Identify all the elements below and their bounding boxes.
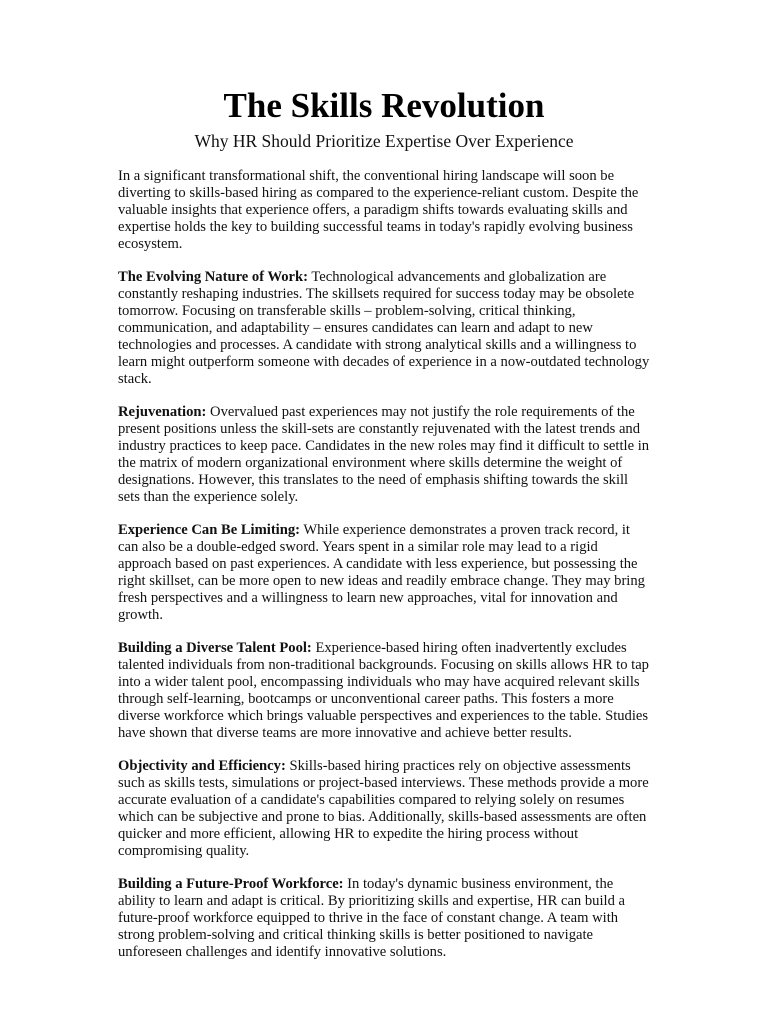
section-future-proof-workforce xyxy=(118,876,650,961)
section-heading: Building a Future-Proof Workforce: xyxy=(118,876,344,893)
section-evolving-nature-of-work xyxy=(118,269,650,387)
section-body: Overvalued past experiences may not justify the role requirements of the present positions unless the skill-sets are constantly rejuvenated with the latest trends and industry practices to keep pace. Candidates in the new roles may find it difficult to settle in the matrix of modern organizational environment where skills determine the weight of designations. However, this translates to the need of emphasis shifting towards the skill sets than the experience solely. xyxy=(118,404,650,505)
section-heading: Experience Can Be Limiting: xyxy=(118,522,301,539)
section-body: While experience demonstrates a proven track record, it can also be a double-edged sword. Years spent in a similar role may lead to a rigid approach based on past experiences. A candidate with less experience, but possessing the right skillset, can be more open to new ideas and readily embrace change. They may bring fresh perspectives and a willingness to learn new approaches, vital for innovation and growth. xyxy=(118,522,645,623)
intro-paragraph: In a significant transformational shift, the conventional hiring landscape will soon be diverting to skills-based hiring as compared to the experience-reliant custom. Despite the valuable insights that experience offers, a paradigm shifts towards evaluating skills and expertise holds the key to building successful teams in today's rapidly evolving business ecosystem. xyxy=(118,168,639,252)
section-body: Experience-based hiring often inadvertently excludes talented individuals from non-traditional backgrounds. Focusing on skills allows HR to tap into a wider talent pool, encompassing individuals who may have acquired relevant skills through self-learning, bootcamps or unconventional career paths. This fosters a more diverse workforce which brings valuable perspectives and experiences to the table. Studies have shown that diverse teams are more innovative and achieve better results. xyxy=(118,640,649,741)
page-title: The Skills Revolution xyxy=(223,86,545,125)
section-heading: Objectivity and Efficiency: xyxy=(118,758,286,775)
section-rejuvenation xyxy=(118,404,650,505)
section-body: Technological advancements and globalization are constantly reshaping industries. The skillsets required for success today may be obsolete tomorrow. Focusing on transferable skills – problem-solving, critical thinking, communication, and adaptability – ensures candidates can learn and adapt to new technologies and processes. A candidate with strong analytical skills and a willingness to learn might outperform someone with decades of experience in a now-outdated technology stack. xyxy=(118,269,650,387)
section-body: In today's dynamic business environment, the ability to learn and adapt is critical. By prioritizing skills and expertise, HR can build a future-proof workforce equipped to thrive in the face of constant change. A team with strong problem-solving and critical thinking skills is better positioned to navigate unforeseen challenges and identify innovative solutions. xyxy=(118,876,626,960)
section-experience-can-be-limiting xyxy=(118,522,650,623)
section-objectivity-and-efficiency xyxy=(118,758,650,859)
page-subtitle: Why HR Should Prioritize Expertise Over Experience xyxy=(194,131,574,151)
section-heading: The Evolving Nature of Work: xyxy=(118,269,309,286)
section-heading: Building a Diverse Talent Pool: xyxy=(118,640,312,657)
section-body: Skills-based hiring practices rely on objective assessments such as skills tests, simulations or project-based interviews. These methods provide a more accurate evaluation of a candidate's capabilities compared to relying solely on resumes which can be subjective and prone to bias. Additionally, skills-based assessments are often quicker and more efficient, allowing HR to expedite the hiring process without compromising quality. xyxy=(118,758,649,859)
section-diverse-talent-pool xyxy=(118,640,650,741)
section-heading: Rejuvenation: xyxy=(118,404,207,421)
